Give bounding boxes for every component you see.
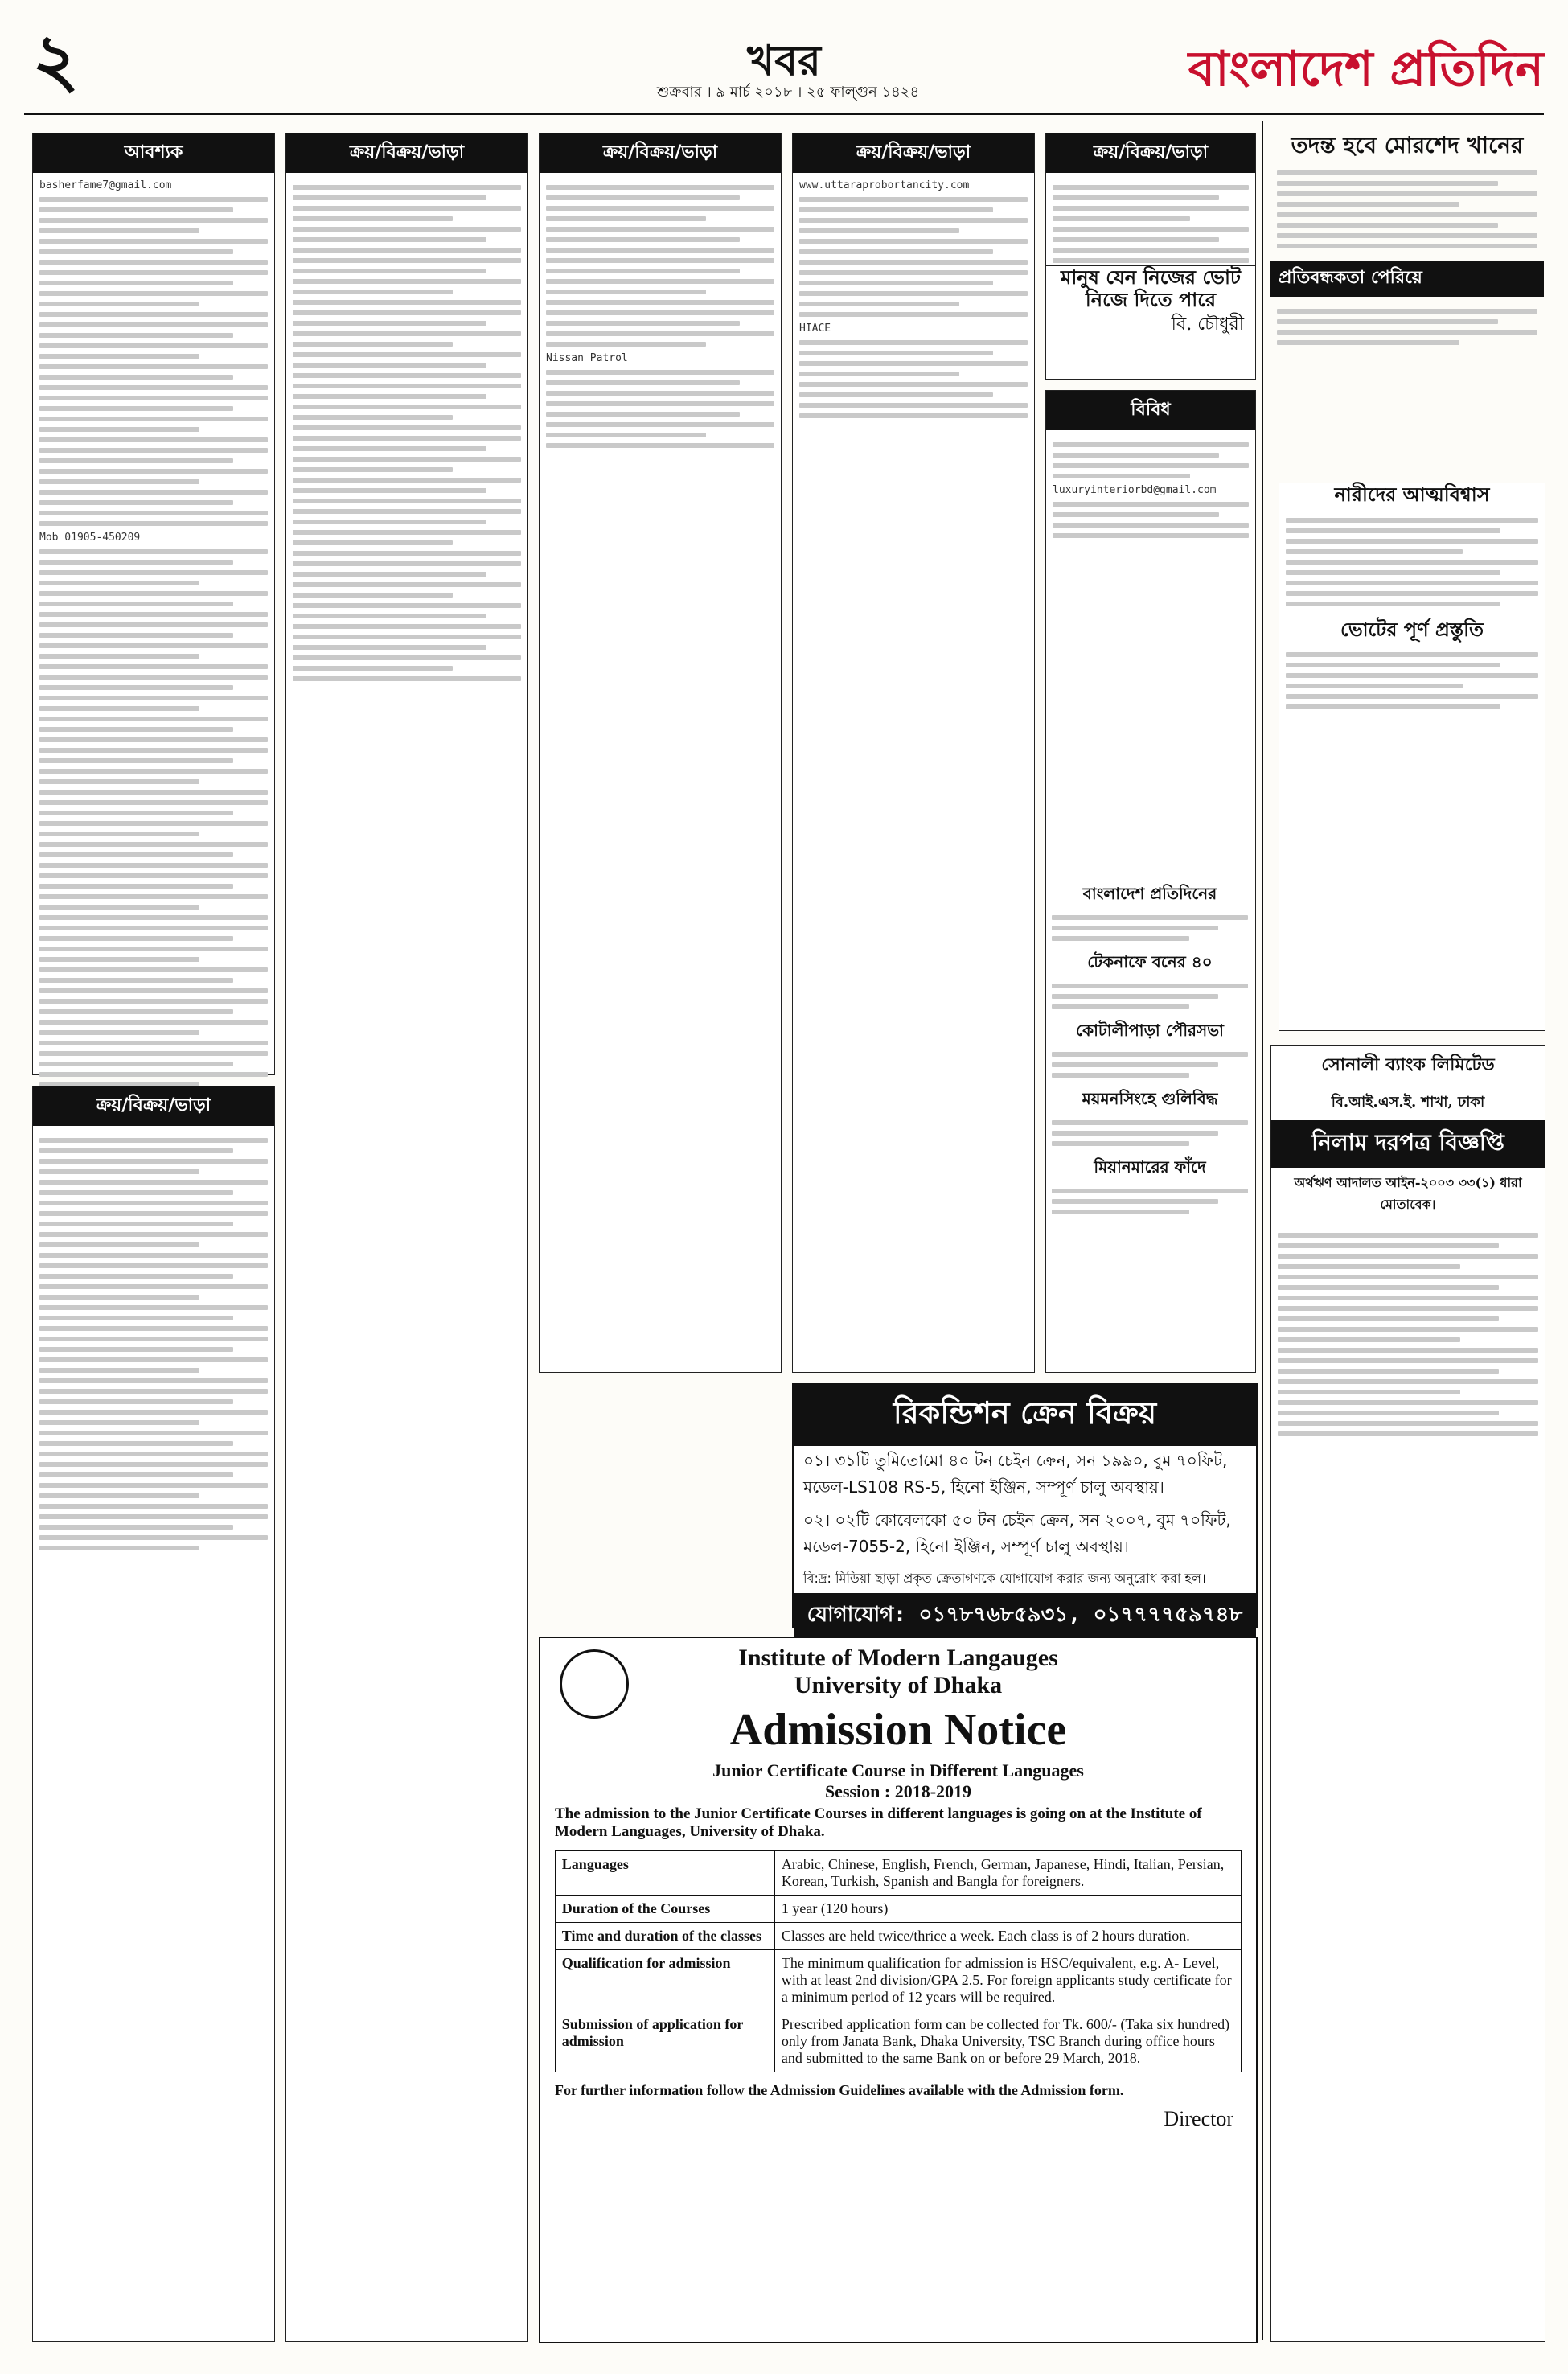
session-label: Session : 2018-2019 xyxy=(824,1781,972,1801)
headline: মিয়ানমারের ফাঁদে xyxy=(1094,1157,1206,1177)
column-header: ক্রয়/বিক্রয়/ভাড়া xyxy=(1046,133,1255,173)
car-model-text: Nissan Patrol xyxy=(546,352,628,364)
news-column-top xyxy=(1270,133,1544,470)
section-label: প্রতিবন্ধকতা পেরিয়ে xyxy=(1270,261,1544,297)
row-value: 1 year (120 hours) xyxy=(774,1896,1241,1923)
course-title: Junior Certificate Course in Different Languages xyxy=(712,1760,1084,1780)
column-header: ক্রয়/বিক্রয়/ভাড়া xyxy=(793,133,1034,173)
classified-text-block xyxy=(1046,173,1255,275)
admission-footnote: For further information follow the Admission Guidelines available with the Admission form. xyxy=(555,2082,1124,2098)
row-value: Arabic, Chinese, English, French, German, Japanese, Hindi, Italian, Persian, Korean, Turkish, Spanish and Bangla for foreigners. xyxy=(774,1851,1241,1896)
admission-notice xyxy=(539,1637,1258,2343)
notice-act: অর্থঋণ আদালত আইন-২০০৩ ৩৩(১) ধারা মোতাবেক। xyxy=(1294,1175,1522,1212)
headline: নারীদের আত্মবিশ্বাস xyxy=(1334,483,1490,506)
crane-sale-ad xyxy=(792,1383,1258,1628)
crane-item-1: ০১। ৩১টি তুমিতোমো ৪০ টন চেইন ক্রেন, সন ১৯৯০, বুম ৭০ফিট, মডেল-LS108 RS-5, হিনো ইঞ্জিন, সম্পূর্ণ চালু অবস্থায়। xyxy=(803,1451,1228,1497)
classified-text-block xyxy=(793,173,1034,430)
section-title: খবর xyxy=(747,36,821,85)
classified-column-buy-sell-2 xyxy=(285,133,528,2342)
news-column-middle xyxy=(1279,483,1545,1031)
admission-title: Admission Notice xyxy=(729,1705,1067,1755)
signature-director: Director xyxy=(1164,2107,1233,2130)
row-value: Classes are held twice/thrice a week. Each class is of 2 hours duration. xyxy=(774,1923,1241,1950)
news-brief-stack xyxy=(1045,885,1254,1367)
row-label: Qualification for admission xyxy=(555,1950,774,2011)
table-row xyxy=(555,1896,1241,1923)
table-row xyxy=(555,1851,1241,1896)
crane-note: বি:দ্র: মিডিয়া ছাড়া প্রকৃত ক্রেতাগণকে যোগাযোগ করার জন্য অনুরোধ করা হল। xyxy=(803,1571,1206,1586)
bus-model-text: HIACE xyxy=(799,322,831,335)
university-name: University of Dhaka xyxy=(794,1672,1003,1698)
classified-column-buy-sell-1b xyxy=(32,1086,275,2342)
bank-name: সোনালী ব্যাংক লিমিটেড xyxy=(1321,1054,1495,1075)
admission-table xyxy=(555,1850,1242,2072)
feature-byline: বি. চৌধুরী xyxy=(1171,314,1244,335)
classified-text-block xyxy=(286,173,527,693)
bank-branch: বি.আই.এস.ই. শাখা, ঢাকা xyxy=(1331,1094,1485,1111)
classified-text-block xyxy=(33,1126,274,1563)
classified-text-block xyxy=(1046,430,1255,550)
feature-headline-box xyxy=(1045,265,1256,380)
column-divider xyxy=(1262,121,1263,2340)
classified-column-buy-sell-3 xyxy=(539,133,782,1373)
admission-intro: The admission to the Junior Certificate Courses in different languages is going on at the Institute of Modern Languages, University of Dhaka. xyxy=(555,1805,1202,1840)
column-header: ক্রয়/বিক্রয়/ভাড়া xyxy=(33,1086,274,1126)
interior-email-text: luxuryinteriorbd@gmail.com xyxy=(1053,484,1217,496)
crane-ad-title: রিকন্ডিশন ক্রেন বিক্রয় xyxy=(794,1385,1256,1446)
row-value: Prescribed application form can be collected for Tk. 600/- (Taka six hundred) only from Janata Bank, Dhaka University, TSC Branch during office hours and submitted to the same Bank on or before 29 March, 2018. xyxy=(774,2011,1241,2072)
headline: কোটালীপাড়া পৌরসভা xyxy=(1076,1021,1224,1040)
table-row xyxy=(555,1950,1241,2011)
column-header: ক্রয়/বিক্রয়/ভাড়া xyxy=(286,133,527,173)
headline: ভোটের পূর্ণ প্রস্তুতি xyxy=(1340,617,1484,641)
table-row xyxy=(555,1923,1241,1950)
dateline: শুক্রবার । ৯ মার্চ ২০১৮ । ২৫ ফাল্গুন ১৪২৪ xyxy=(656,84,920,101)
masthead-rule xyxy=(24,113,1544,115)
crane-item-2: ০২। ০২টি কোবেলকো ৫০ টন চেইন ক্রেন, সন ২০০৭, বুম ৭০ফিট, মডেল-7055-2, হিনো ইঞ্জিন, সম্পূর্ণ চালু অবস্থায়। xyxy=(803,1510,1231,1556)
page-number: ২ xyxy=(32,18,80,103)
column-header: বিবিধ xyxy=(1046,391,1255,430)
headline: টেকনাফে বনের ৪০ xyxy=(1087,952,1213,971)
column-header: ক্রয়/বিক্রয়/ভাড়া xyxy=(540,133,781,173)
notice-title: নিলাম দরপত্র বিজ্ঞপ্তি xyxy=(1271,1120,1545,1168)
row-label: Time and duration of the classes xyxy=(555,1923,774,1950)
institute-name: Institute of Modern Langauges xyxy=(738,1645,1058,1671)
row-label: Languages xyxy=(555,1851,774,1896)
row-value: The minimum qualification for admission is HSC/equivalent, e.g. A- Level, with at least 2nd division/GPA 2.5. For foreign applicants study certificate for a minimum period of 12 years will be required. xyxy=(774,1950,1241,2011)
classified-column-wanted xyxy=(32,133,275,1075)
table-row xyxy=(555,2011,1241,2072)
headline: তদন্ত হবে মোরশেদ খানের xyxy=(1291,132,1524,158)
university-seal-icon xyxy=(560,1649,629,1719)
feature-headline: মানুষ যেন নিজের ভোট নিজে দিতে পারে xyxy=(1061,265,1241,311)
contact-text: Mob 01905-450209 xyxy=(39,532,141,544)
headline: বাংলাদেশ প্রতিদিনের xyxy=(1082,884,1217,903)
crane-phone: যোগাযোগ: ০১৭৮৭৬৮৫৯৩১, ০১৭৭৭৭৫৯৭৪৮ xyxy=(794,1593,1256,1638)
classified-text-block xyxy=(540,173,781,460)
email-text: basherfame7@gmail.com xyxy=(39,179,172,191)
classified-text-block xyxy=(33,173,274,1183)
column-header: আবশ্যক xyxy=(33,133,274,173)
publication-logo: বাংলাদেশ প্রতিদিন xyxy=(1188,41,1544,97)
website-text: www.uttaraprobortancity.com xyxy=(799,179,970,191)
row-label: Submission of application for admission xyxy=(555,2011,774,2072)
headline: ময়মনসিংহে গুলিবিদ্ধ xyxy=(1082,1089,1218,1108)
bank-auction-notice xyxy=(1270,1045,1545,2342)
classified-column-buy-sell-4 xyxy=(792,133,1035,1373)
row-label: Duration of the Courses xyxy=(555,1896,774,1923)
